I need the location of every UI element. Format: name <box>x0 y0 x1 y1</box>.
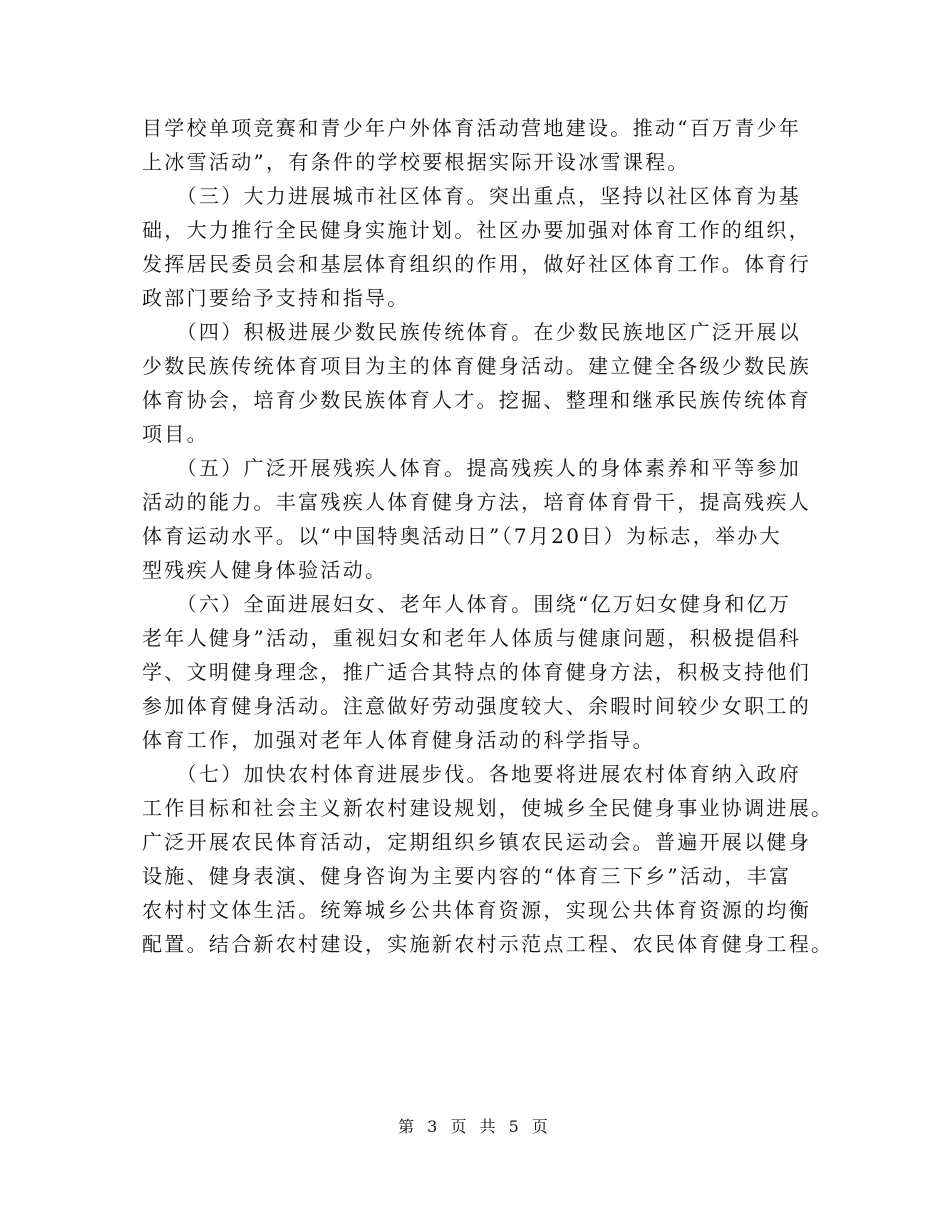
body-line: 项目。 <box>142 422 209 446</box>
body-line: 少数民族传统体育项目为主的体育健身活动。建立健全各级少数民族 <box>142 354 811 378</box>
body-line: （七）加快农村体育进展步伐。各地要将进展农村体育纳入政府 <box>142 762 801 786</box>
body-line: （五）广泛开展残疾人体育。提高残疾人的身体素养和平等参加 <box>142 456 801 480</box>
body-line: 体育工作，加强对老年人体育健身活动的科学指导。 <box>142 728 655 752</box>
body-line: 体育协会，培育少数民族体育人才。挖掘、整理和继承民族传统体育 <box>142 388 811 412</box>
body-line: 础，大力推行全民健身实施计划。社区办要加强对体育工作的组织， <box>142 218 811 242</box>
document-body <box>142 111 834 961</box>
body-line: 体育运动水平。以“中国特奥活动日”（7月20日）为标志，举办大 <box>142 524 782 548</box>
body-line: 参加体育健身活动。注意做好劳动强度较大、余暇时间较少女职工的 <box>142 694 811 718</box>
body-line: 目学校单项竞赛和青少年户外体育活动营地建设。推动“百万青少年 <box>142 116 802 140</box>
body-line: （四）积极进展少数民族传统体育。在少数民族地区广泛开展以 <box>142 320 801 344</box>
body-line: 活动的能力。丰富残疾人体育健身方法，培育体育骨干，提高残疾人 <box>142 490 811 514</box>
body-line: 老年人健身”活动，重视妇女和老年人体质与健康问题，积极提倡科 <box>142 626 802 650</box>
body-line: 配置。结合新农村建设，实施新农村示范点工程、农民体育健身工程。 <box>142 932 834 956</box>
body-line: 上冰雪活动”，有条件的学校要根据实际开设冰雪课程。 <box>142 150 690 174</box>
body-line: 设施、健身表演、健身咨询为主要内容的“体育三下乡”活动，丰富 <box>142 864 792 888</box>
body-line: 工作目标和社会主义新农村建设规划，使城乡全民健身事业协调进展。 <box>142 796 834 820</box>
body-line: 发挥居民委员会和基层体育组织的作用，做好社区体育工作。体育行 <box>142 252 811 276</box>
body-line: 广泛开展农民体育活动，定期组织乡镇农民运动会。普遍开展以健身 <box>142 830 811 854</box>
body-line: 学、文明健身理念，推广适合其特点的体育健身方法，积极支持他们 <box>142 660 811 684</box>
body-line: （六）全面进展妇女、老年人体育。围绕“亿万妇女健身和亿万 <box>142 592 792 616</box>
body-line: 政部门要给予支持和指导。 <box>142 286 410 310</box>
page-number-footer: 第 3 页 共 5 页 <box>398 1117 552 1136</box>
body-line: 型残疾人健身体验活动。 <box>142 558 388 582</box>
body-line: 农村村文体生活。统筹城乡公共体育资源，实现公共体育资源的均衡 <box>142 898 811 922</box>
body-line: （三）大力进展城市社区体育。突出重点，坚持以社区体育为基 <box>142 184 801 208</box>
